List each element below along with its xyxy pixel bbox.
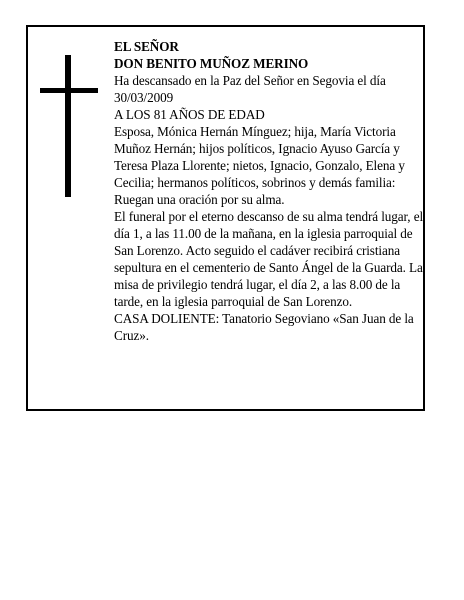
death-announcement: Ha descansado en la Paz del Señor en Segovia el día 30/03/2009 bbox=[114, 73, 386, 105]
prayer-request: Ruegan una oración por su alma. bbox=[114, 192, 285, 207]
mourning-house: CASA DOLIENTE: Tanatorio Segoviano «San Juan de la Cruz». bbox=[114, 311, 414, 343]
deceased-name: DON BENITO MUÑOZ MERINO bbox=[114, 56, 309, 71]
family-list: Esposa, Mónica Hernán Mínguez; hija, María Victoria Muñoz Hernán; hijos políticos, Ignacio Ayuso García y Teresa Plaza Llorente; nietos, Ignacio, Gonzalo, Elena y Cecilia; hermanos políticos, sobrinos y demás familia: bbox=[114, 124, 405, 190]
cross-vertical-bar bbox=[65, 55, 71, 197]
notice-text bbox=[114, 38, 424, 344]
funeral-details: El funeral por el eterno descanso de su alma tendrá lugar, el día 1, a las 11.00 de la mañana, en la iglesia parroquial de San Lorenzo. Acto seguido el cadáver recibirá cristiana sepultura en el cementerio de Santo Ángel de la Guarda. La misa de privilegio tendrá lugar, el día 2, a las 8.00 de la tarde, en la iglesia parroquial de San Lorenzo. bbox=[114, 209, 424, 309]
obituary-notice bbox=[26, 25, 425, 411]
deceased-title: EL SEÑOR bbox=[114, 39, 179, 54]
cross-icon bbox=[40, 55, 98, 197]
age-line: A LOS 81 AÑOS DE EDAD bbox=[114, 107, 265, 122]
cross-horizontal-bar bbox=[40, 88, 98, 93]
